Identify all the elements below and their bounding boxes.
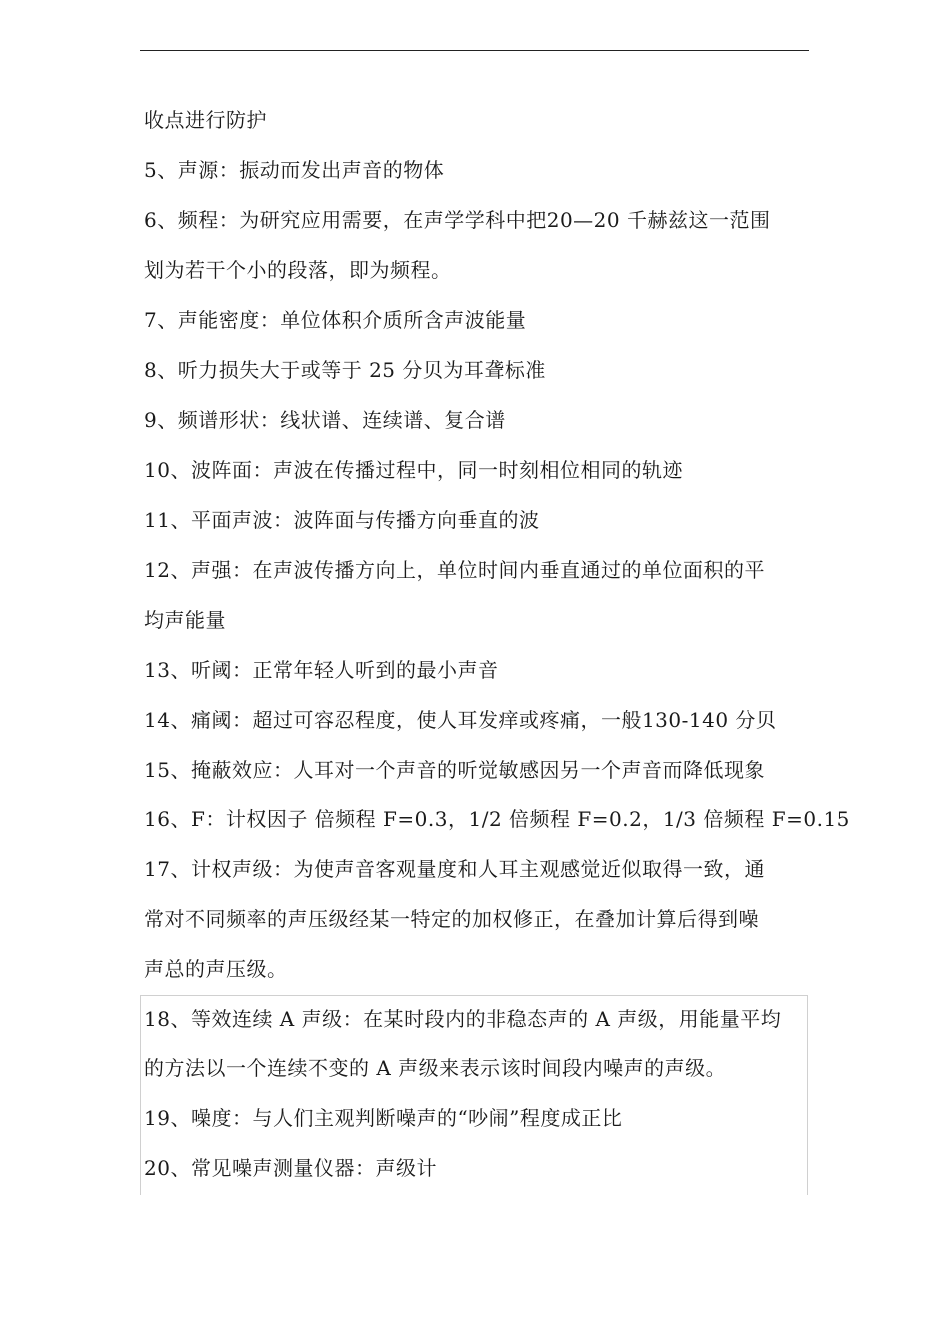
- text-line: 15、掩蔽效应：人耳对一个声音的听觉敏感因另一个声音而降低现象: [144, 758, 765, 782]
- text-line: 19、噪度：与人们主观判断噪声的“吵闹”程度成正比: [144, 1106, 623, 1130]
- header-rule: [140, 50, 809, 51]
- text-line: 18、等效连续 A 声级：在某时段内的非稳态声的 A 声级，用能量平均: [144, 1007, 782, 1031]
- text-line: 17、计权声级：为使声音客观量度和人耳主观感觉近似取得一致，通: [144, 857, 765, 881]
- text-line: 收点进行防护: [144, 108, 267, 132]
- text-line: 14、痛阈：超过可容忍程度，使人耳发痒或疼痛，一般130-140 分贝: [144, 708, 777, 732]
- text-line: 6、频程：为研究应用需要，在声学学科中把20—20 千赫兹这一范围: [144, 208, 771, 232]
- text-line: 16、F：计权因子 倍频程 F=0.3，1/2 倍频程 F=0.2，1/3 倍频程 F=0.15: [144, 807, 850, 831]
- text-line: 7、声能密度：单位体积介质所含声波能量: [144, 308, 527, 332]
- text-line: 的方法以一个连续不变的 A 声级来表示该时间段内噪声的声级。: [144, 1056, 727, 1080]
- text-line: 12、声强：在声波传播方向上，单位时间内垂直通过的单位面积的平: [144, 558, 765, 582]
- text-line: 8、听力损失大于或等于 25 分贝为耳聋标准: [144, 358, 546, 382]
- text-line: 均声能量: [144, 608, 226, 632]
- text-line: 声总的声压级。: [144, 957, 288, 981]
- text-line: 常对不同频率的声压级经某一特定的加权修正，在叠加计算后得到噪: [144, 907, 759, 931]
- text-line: 13、听阈：正常年轻人听到的最小声音: [144, 658, 499, 682]
- text-line: 11、平面声波：波阵面与传播方向垂直的波: [144, 508, 540, 532]
- text-line: 划为若干个小的段落，即为频程。: [144, 258, 452, 282]
- text-line: 9、频谱形状：线状谱、连续谱、复合谱: [144, 408, 506, 432]
- text-line: 10、波阵面：声波在传播过程中，同一时刻相位相同的轨迹: [144, 458, 683, 482]
- text-line: 5、声源：振动而发出声音的物体: [144, 158, 445, 182]
- text-line: 20、常见噪声测量仪器：声级计: [144, 1156, 437, 1180]
